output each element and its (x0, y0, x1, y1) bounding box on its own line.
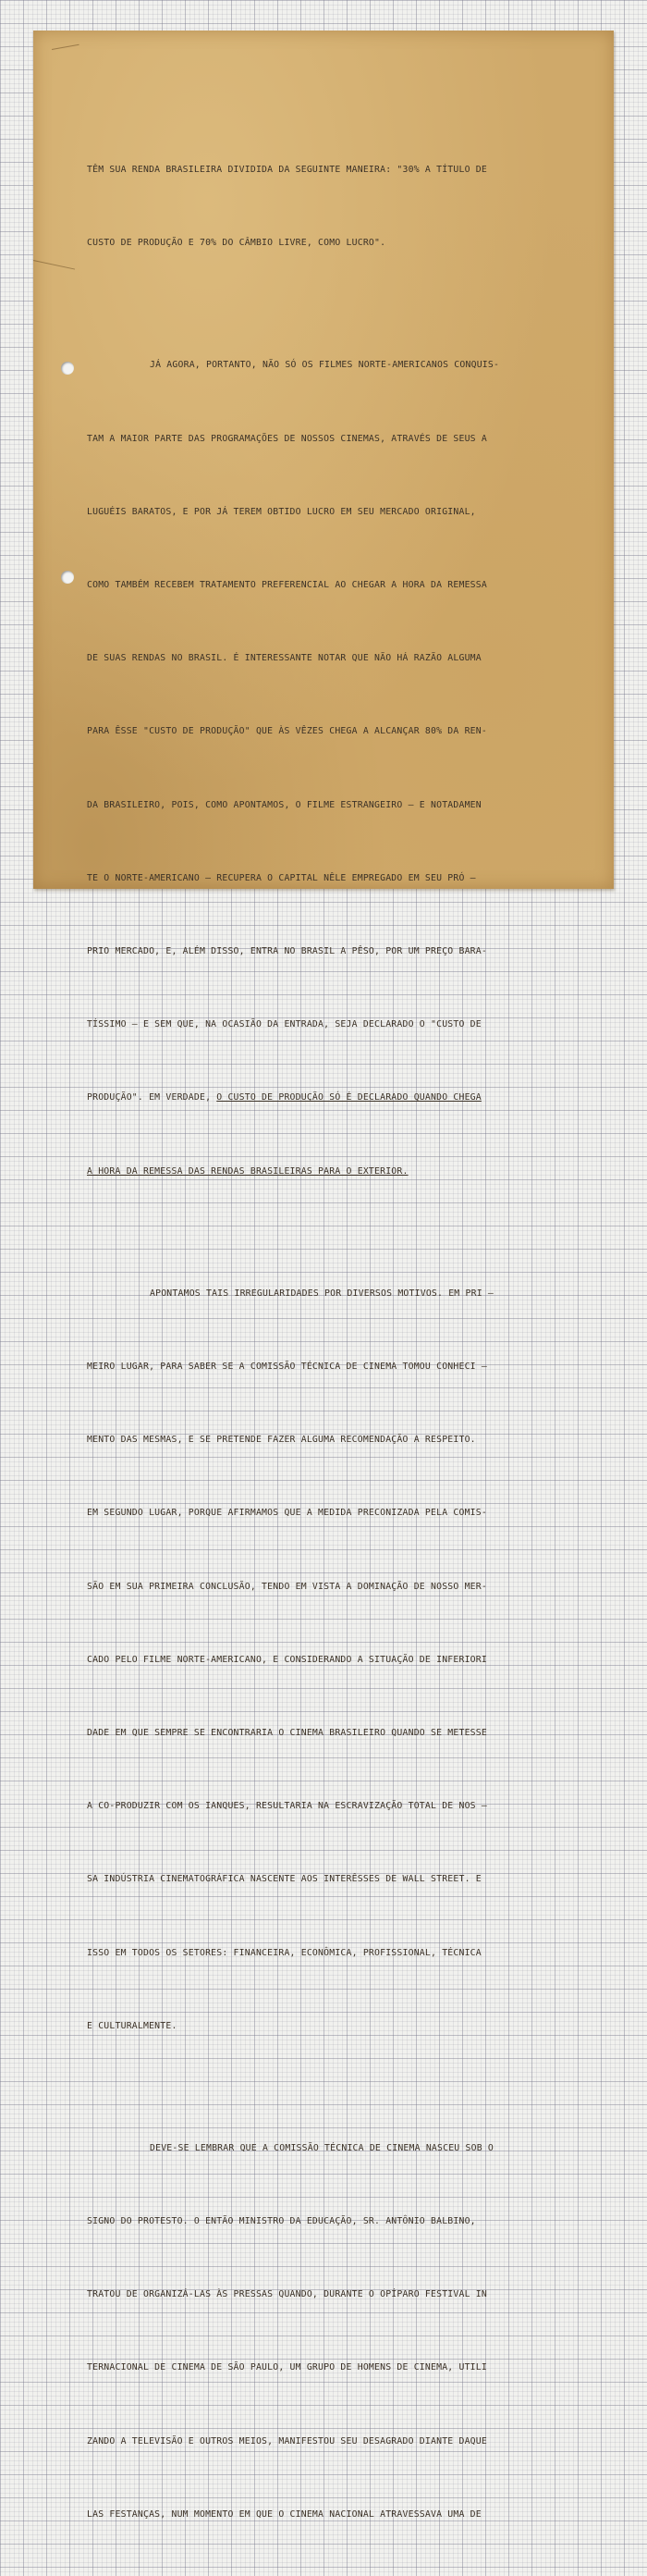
text-line: DEVE-SE LEMBRAR QUE A COMISSÃO TÉCNICA DE CINEMA NASCEU SOB O (150, 2142, 494, 2153)
underlined-line: A HORA DA REMESSA DAS RENDAS BRASILEIRAS PARA O EXTERIOR. (87, 1165, 409, 1177)
text-line: TAM A MAIOR PARTE DAS PROGRAMAÇÕES DE NOSSOS CINEMAS, ATRAVÉS DE SEUS A (87, 433, 487, 444)
text-line: LAS FESTANÇAS, NUM MOMENTO EM QUE O CINEMA NACIONAL ATRAVESSAVA UMA DE (87, 2508, 482, 2520)
document-body (87, 85, 586, 2576)
text-line: CADO PELO FILME NORTE-AMERICANO, E CONSIDERANDO A SITUAÇÃO DE INFERIORI (87, 1654, 487, 1665)
text-line: TÊM SUA RENDA BRASILEIRA DIVIDIDA DA SEGUINTE MANEIRA: "30% A TÍTULO DE (87, 165, 487, 176)
text-line: TÍSSIMO — E SEM QUE, NA OCASIÃO DA ENTRADA, SEJA DECLARADO O "CUSTO DE (87, 1019, 482, 1030)
text-line: JÁ AGORA, PORTANTO, NÃO SÓ OS FILMES NORTE-AMERICANOS CONQUIS- (150, 360, 500, 371)
text-line: A CO-PRODUZIR COM OS IANQUES, RESULTARIA NA ESCRAVIZAÇÃO TOTAL DE NOS — (87, 1801, 487, 1812)
text-line: PARA ÊSSE "CUSTO DE PRODUÇÃO" QUE ÀS VÊZES CHEGA A ALCANÇAR 80% DA REN- (87, 726, 487, 737)
text-line: COMO TAMBÉM RECEBEM TRATAMENTO PREFERENCIAL AO CHEGAR A HORA DA REMESSA (87, 580, 487, 591)
text-line: MENTO DAS MESMAS, E SE PRETENDE FAZER ALGUMA RECOMENDAÇÃO A RESPEITO. (87, 1435, 476, 1446)
text-line: SIGNO DO PROTESTO. O ENTÃO MINISTRO DA EDUCAÇÃO, SR. ANTÔNIO BALBINO, (87, 2215, 476, 2226)
typewritten-page (33, 31, 614, 2520)
text-segment: PRODUÇÃO". EM VERDADE, (87, 1092, 217, 1103)
text-line: TE O NORTE-AMERICANO — RECUPERA O CAPITAL NÊLE EMPREGADO EM SEU PRÓ — (87, 872, 476, 883)
text-line: TERNACIONAL DE CINEMA DE SÃO PAULO, UM GRUPO DE HOMENS DE CINEMA, UTILI (87, 2362, 487, 2373)
text-line: EM SEGUNDO LUGAR, PORQUE AFIRMAMOS QUE A MEDIDA PRECONIZADA PELA COMIS- (87, 1508, 487, 1519)
text-line: DADE EM QUE SEMPRE SE ENCONTRARIA O CINEMA BRASILEIRO QUANDO SE METESSE (87, 1727, 487, 1738)
text-line: APONTAMOS TAIS IRREGULARIDADES POR DIVERSOS MOTIVOS. EM PRI — (150, 1288, 494, 1299)
paper-tear (33, 260, 75, 270)
text-line: TRATOU DE ORGANIZÁ-LAS ÀS PRESSAS QUANDO, DURANTE O OPÍPARO FESTIVAL IN (87, 2289, 487, 2300)
text-line: DE SUAS RENDAS NO BRASIL. É INTERESSANTE NOTAR QUE NÃO HÁ RAZÃO ALGUMA (87, 653, 482, 664)
text-line: ISSO EM TODOS OS SETORES: FINANCEIRA, ECONÔMICA, PROFISSIONAL, TÉCNICA (87, 1947, 482, 1958)
text-line: MEIRO LUGAR, PARA SABER SE A COMISSÃO TÉCNICA DE CINEMA TOMOU CONHECI — (87, 1361, 487, 1372)
text-line: PRIO MERCADO, E, ALÉM DISSO, ENTRA NO BRASIL A PÊSO, POR UM PREÇO BARA- (87, 946, 487, 957)
paper-crease (52, 44, 79, 50)
underlined-segment: O CUSTO DE PRODUÇÃO SÓ É DECLARADO QUANDO CHEGA (216, 1092, 482, 1103)
text-line: SA INDÚSTRIA CINEMATOGRÁFICA NASCENTE AOS INTERÊSSES DE WALL STREET. E (87, 1874, 482, 1885)
text-line-mixed (87, 1086, 586, 1110)
binder-hole-upper (61, 362, 74, 375)
binder-hole-lower (61, 571, 74, 584)
text-line: LUGUÉIS BARATOS, E POR JÁ TEREM OBTIDO LUCRO EM SEU MERCADO ORIGINAL, (87, 506, 476, 517)
text-line: E CULTURALMENTE. (87, 2020, 177, 2031)
text-line: DA BRASILEIRO, POIS, COMO APONTAMOS, O FILME ESTRANGEIRO — E NOTADAMEN (87, 799, 482, 810)
text-line: SÃO EM SUA PRIMEIRA CONCLUSÃO, TENDO EM VISTA A DOMINAÇÃO DE NOSSO MER- (87, 1581, 487, 1592)
text-line: ZANDO A TELEVISÃO E OUTROS MEIOS, MANIFESTOU SEU DESAGRADO DIANTE DAQUE (87, 2435, 487, 2447)
text-line: CUSTO DE PRODUÇÃO E 70% DO CÂMBIO LIVRE, COMO LUCRO". (87, 238, 386, 249)
